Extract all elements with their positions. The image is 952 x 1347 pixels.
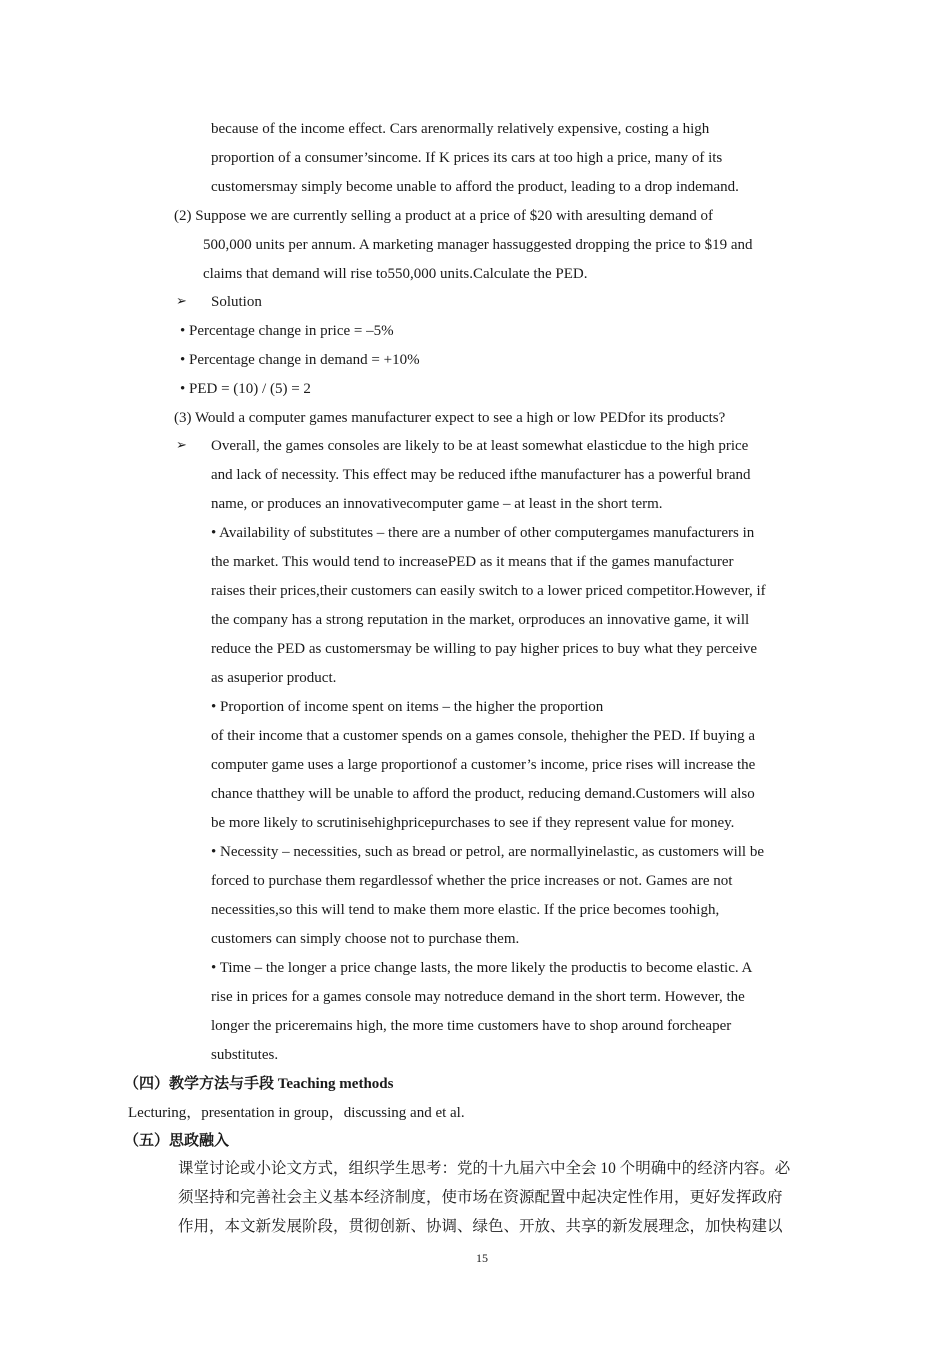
- solution-item: • PED = (10) / (5) = 2: [180, 381, 311, 397]
- answer-line: name, or produces an innovativecomputer game – at least in the short term.: [211, 496, 663, 512]
- page-number: 15: [476, 1251, 488, 1265]
- answer-line: of their income that a customer spends on a games console, thehigher the PED. If buying a: [211, 728, 756, 744]
- answer-line: and lack of necessity. This effect may be reduced ifthe manufacturer has a powerful brand: [211, 467, 751, 483]
- answer-line: forced to purchase them regardlessof whether the price increases or not. Games are not: [211, 873, 733, 889]
- answer-line: reduce the PED as customersmay be willing to pay higher prices to buy what they perceive: [211, 641, 758, 657]
- answer-line: rise in prices for a games console may notreduce demand in the short term. However, the: [211, 989, 745, 1005]
- section-heading-ideology: （五）思政融入: [124, 1133, 230, 1149]
- answer-line: Overall, the games consoles are likely to be at least somewhat elasticdue to the high price: [211, 438, 749, 454]
- paragraph-line: customersmay simply become unable to afford the product, leading to a drop indemand.: [211, 179, 739, 195]
- question-2-line: 500,000 units per annum. A marketing manager hassuggested dropping the price to $19 and: [203, 237, 753, 253]
- question-2-line: claims that demand will rise to550,000 units.Calculate the PED.: [203, 266, 588, 282]
- arrow-bullet-icon: ➢: [176, 294, 187, 309]
- ideology-paragraph-line: 作用，本文新发展阶段，贯彻创新、协调、绿色、开放、共享的新发展理念，加快构建以: [178, 1218, 783, 1235]
- answer-line: • Time – the longer a price change lasts, the more likely the productis to become elastic. A: [211, 960, 753, 976]
- answer-line: the company has a strong reputation in the market, orproduces an innovative game, it will: [211, 612, 750, 628]
- paragraph-line: because of the income effect. Cars arenormally relatively expensive, costing a high: [211, 121, 710, 137]
- answer-line: substitutes.: [211, 1047, 279, 1063]
- answer-line: computer game uses a large proportionof a customer’s income, price rises will increase the: [211, 757, 756, 773]
- answer-line: the market. This would tend to increasePED as it means that if the games manufacturer: [211, 554, 734, 570]
- answer-line: • Availability of substitutes – there are a number of other computergames manufacturers in: [211, 525, 755, 541]
- question-3-line: (3) Would a computer games manufacturer expect to see a high or low PEDfor its products?: [174, 410, 726, 426]
- ideology-paragraph-line: 课堂讨论或小论文方式，组织学生思考：党的十九届六中全会 10 个明确中的经济内容。必: [178, 1160, 791, 1177]
- answer-line: customers can simply choose not to purchase them.: [211, 931, 520, 947]
- answer-line: as asuperior product.: [211, 670, 337, 686]
- arrow-bullet-icon: ➢: [176, 438, 187, 453]
- answer-line: chance thatthey will be unable to afford the product, reducing demand.Customers will also: [211, 786, 755, 802]
- solution-label: Solution: [211, 294, 262, 310]
- solution-item: • Percentage change in price = –5%: [180, 323, 394, 339]
- answer-line: be more likely to scrutinisehighpricepurchases to see if they represent value for money.: [211, 815, 735, 831]
- teaching-methods-text: Lecturing，presentation in group，discussing and et al.: [128, 1105, 465, 1121]
- answer-line: longer the priceremains high, the more time customers have to shop around forcheaper: [211, 1018, 732, 1034]
- answer-line: • Proportion of income spent on items – the higher the proportion: [211, 699, 604, 715]
- solution-item: • Percentage change in demand = +10%: [180, 352, 420, 368]
- ideology-paragraph-line: 须坚持和完善社会主义基本经济制度，使市场在资源配置中起决定性作用，更好发挥政府: [178, 1189, 783, 1206]
- answer-line: • Necessity – necessities, such as bread or petrol, are normallyinelastic, as customers will be: [211, 844, 765, 860]
- answer-line: necessities,so this will tend to make them more elastic. If the price becomes toohigh,: [211, 902, 720, 918]
- answer-line: raises their prices,their customers can easily switch to a lower priced competitor.However, if: [211, 583, 766, 599]
- paragraph-line: proportion of a consumer’sincome. If K prices its cars at too high a price, many of its: [211, 150, 723, 166]
- section-heading-teaching-methods: （四）教学方法与手段 Teaching methods: [124, 1076, 394, 1092]
- question-2-line: (2) Suppose we are currently selling a product at a price of $20 with aresulting demand of: [174, 208, 713, 224]
